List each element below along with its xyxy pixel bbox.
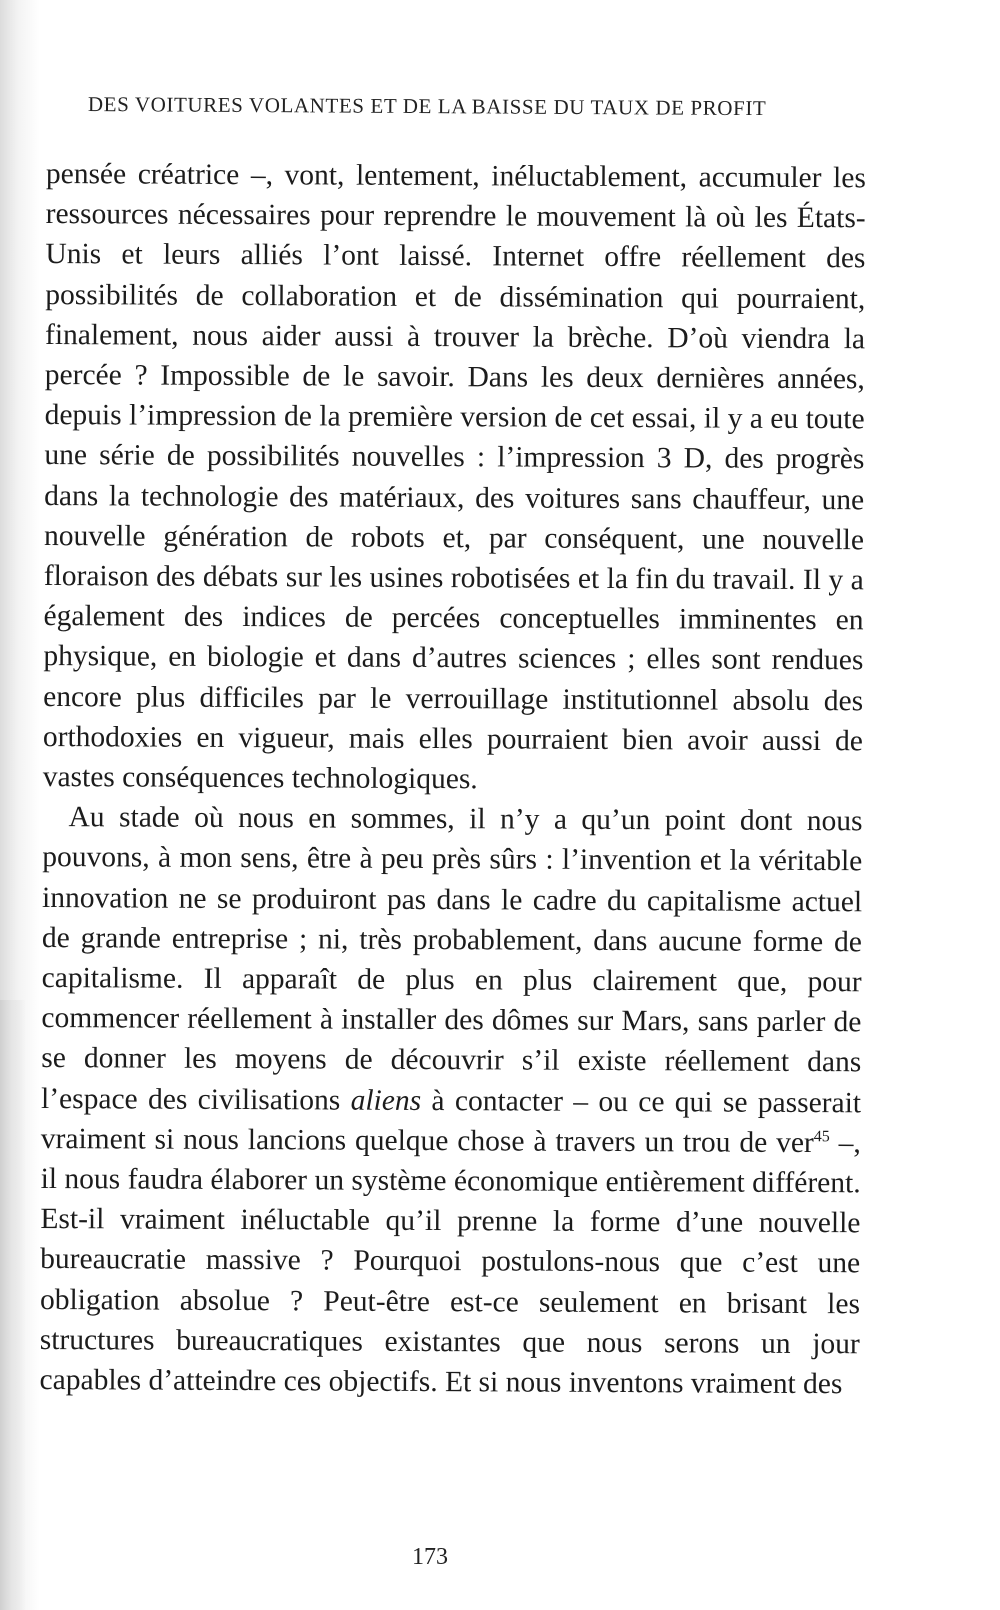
- paragraph-2-text-a: Au stade où nous en sommes, il n’y a qu’un point dont nous pouvons, à mon sens, être à peu près sûrs : l’invention et la véritable innovation ne se produiront pas dans le cadre du capitalisme actuel de grande entreprise ; ni, très probablement, dans aucune forme de capitalisme. Il apparaît de plus en plus clairement que, pour commencer réellement à installer des dômes sur Mars, sans parler de se donner les moyens de découvrir s’il existe réellement dans l’espace des civilisations: [40, 801, 863, 1117]
- page-number: 173: [412, 1544, 448, 1570]
- paragraph-1: pensée créatrice –, vont, lentement, inéluctablement, accumuler les ressources nécessaires pour reprendre le mouvement là où les États-Unis et leurs alliés l’ont laissé. Internet offre réellement des possibilités de collaboration et de dissémination qui pourraient, finalement, nous aider aussi à trouver la brèche. D’où viendra la percée ? Impossible de le savoir. Dans les deux dernières années, depuis l’impression de la première version de cet essai, il y a eu toute une série de possibilités nouvelles : l’impression 3 D, des progrès dans la technologie des matériaux, des voitures sans chauffeur, une nouvelle génération de robots et, par conséquent, une nouvelle floraison des débats sur les usines robotisées et la fin du travail. Il y a également des indices de percées conceptuelles imminentes en physique, en biologie et dans d’autres sciences ; elles sont rendues encore plus difficiles par le verrouillage institutionnel absolu des orthodoxies en vigueur, mais elles pourraient bien avoir aussi de vastes conséquences technologiques.: [42, 157, 866, 796]
- footnote-reference: 45: [813, 1128, 830, 1146]
- paragraph-2-text-b: à contacter – ou ce qui se passerait vraiment si nous lancions quelque chose à travers un trou de ver: [40, 1084, 862, 1159]
- body-text: [39, 154, 866, 1405]
- running-head: DES VOITURES VOLANTES ET DE LA BAISSE DU TAUX DE PROFIT: [87, 92, 767, 121]
- gutter-shadow: [0, 1000, 26, 1610]
- paragraph-2-text-c: –, il nous faudra élaborer un système économique entièrement différent. Est-il vraiment inéluctable qu’il prenne la forme d’une nouvelle bureaucratie massive ? Pourquoi postulons-nous que c’est une obligation absolue ? Peut-être est-ce seulement en brisant les structures bureaucratiques existantes que nous serons un jour capables d’atteindre ces objectifs. Et si nous inventons vraiment des: [39, 1126, 861, 1401]
- paragraph-2: [39, 797, 862, 1404]
- italic-word-aliens: aliens: [350, 1084, 422, 1117]
